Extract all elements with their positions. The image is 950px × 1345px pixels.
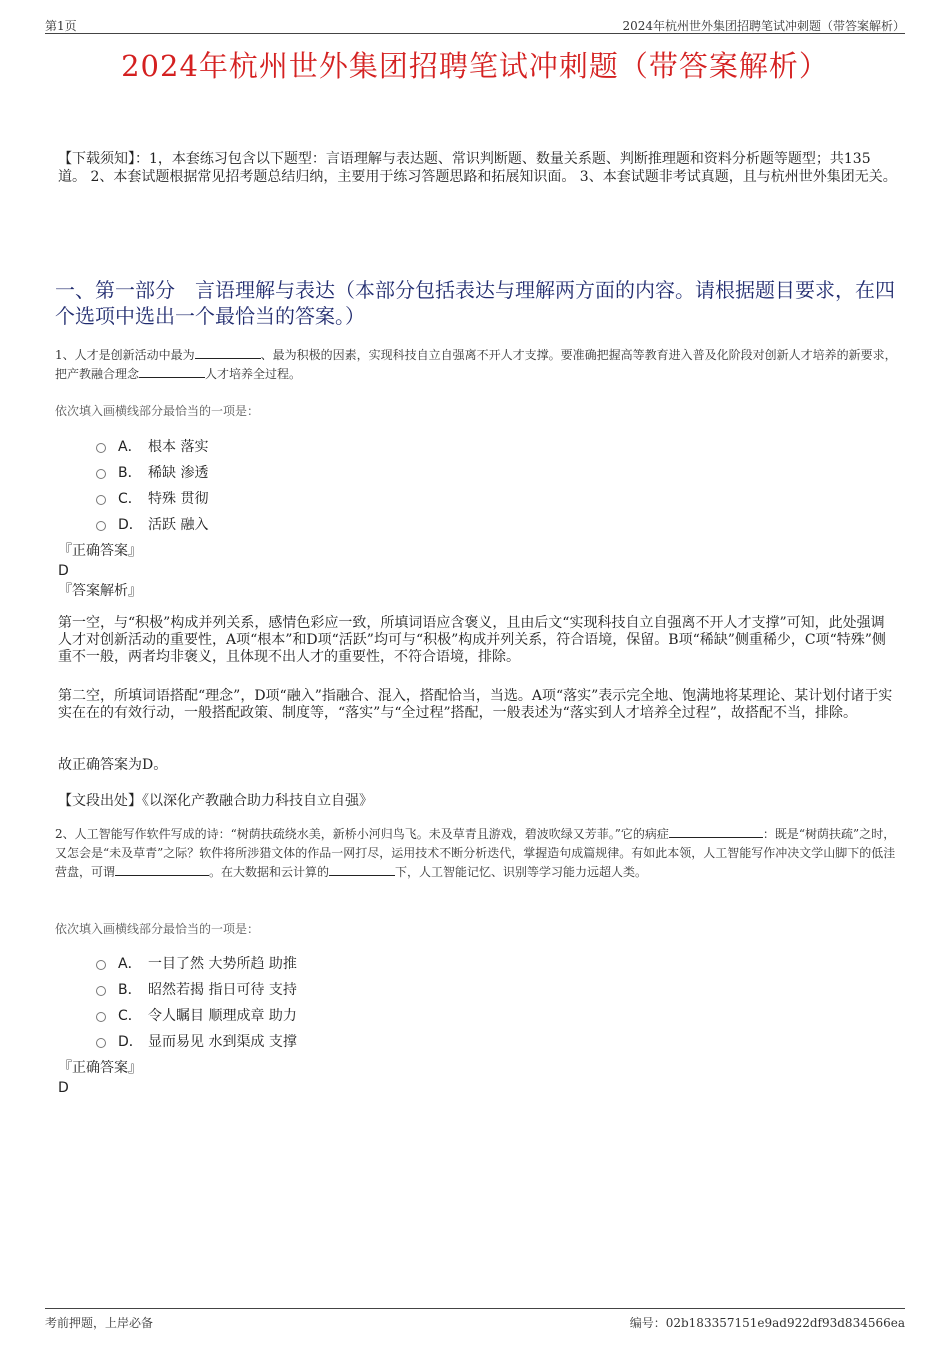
q1-blank-2: [139, 365, 205, 378]
q2-option-c[interactable]: C． 令人瞩目 顺理成章 助力: [96, 1002, 297, 1028]
q2-answer-block: [58, 1058, 142, 1098]
q2-option-a[interactable]: A． 一目了然 大势所趋 助推: [96, 950, 297, 976]
q2-option-d[interactable]: D． 显而易见 水到渠成 支撑: [96, 1028, 297, 1054]
q1-options: [96, 433, 208, 537]
radio-icon[interactable]: [96, 1012, 106, 1022]
header-rule: [45, 33, 905, 34]
q1-analysis-label: 『答案解析』: [58, 583, 142, 599]
radio-icon[interactable]: [96, 1038, 106, 1048]
q2-blank-1: [669, 825, 763, 838]
q1-stem-part-b: 、最为积极的因素，实现科技自立自强离不开人才支撑。要准确把握高等教育进入普及化阶段对创新人才培养的新要求，把产教融合理念: [55, 348, 897, 381]
q2-stem-part-a: 2、人工智能写作软件写成的诗：“树荫扶疏绕水美，新桥小河归鸟飞。未及草青且游戏，碧波吹绿又芳菲。”它的病症: [55, 827, 669, 841]
q1-stem-part-c: 人才培养全过程。: [205, 367, 302, 381]
q1-analysis-paragraph-2: 第二空，所填词语搭配“理念”，D项“融入”指融合、混入，搭配恰当，当选。A项“落实”表示完全地、饱满地将某理论、某计划付诸于实实在在的有效行动，一般搭配政策、制度等，“落实”与“全过程”搭配，一般表述为“落实到人才培养全过程”，故搭配不当，排除。: [58, 688, 893, 721]
q1-blank-1: [195, 346, 261, 359]
radio-icon[interactable]: [96, 443, 106, 453]
q2-option-b[interactable]: B． 昭然若揭 指日可待 支持: [96, 976, 297, 1002]
q1-conclusion: 故正确答案为D。: [58, 757, 168, 773]
q2-answer-label: 『正确答案』: [58, 1060, 142, 1076]
q1-answer-label: 『正确答案』: [58, 543, 142, 559]
question-1-stem: [55, 346, 900, 384]
q1-stem-part-a: 1、人才是创新活动中最为: [55, 348, 195, 362]
radio-icon[interactable]: [96, 469, 106, 479]
header-doc-title: 2024年杭州世外集团招聘笔试冲刺题（带答案解析）: [622, 19, 905, 33]
footer-rule: [45, 1308, 905, 1309]
q1-answer-value: D: [58, 563, 69, 579]
document-title: 2024年杭州世外集团招聘笔试冲刺题（带答案解析）: [121, 49, 829, 83]
q2-stem-part-c: 。在大数据和云计算的: [209, 865, 330, 879]
q1-instruction: 依次填入画横线部分最恰当的一项是：: [55, 404, 260, 418]
footer-serial-number: 编号：02b183357151e9ad922df93d834566ea: [629, 1316, 905, 1330]
radio-icon[interactable]: [96, 521, 106, 531]
q2-answer-value: D: [58, 1080, 69, 1096]
question-2-stem: [55, 825, 900, 882]
q1-analysis-paragraph-1: 第一空，与“积极”构成并列关系，感情色彩应一致，所填词语应含褒义，且由后文“实现科技自立自强离不开人才支撑”可知，此处强调人才对创新活动的重要性，A项“根本”和D项“活跃”均可与“积极”构成并列关系，符合语境，保留。B项“稀缺”侧重稀少，C项“特殊”侧重不一般，两者均非褒义，且体现不出人才的重要性，不符合语境，排除。: [58, 615, 886, 665]
radio-icon[interactable]: [96, 986, 106, 996]
q1-option-d[interactable]: D． 活跃 融入: [96, 511, 208, 537]
q1-source: 【文段出处】《以深化产教融合助力科技自立自强》: [58, 793, 373, 809]
q2-options: [96, 950, 297, 1054]
radio-icon[interactable]: [96, 960, 106, 970]
q1-option-a[interactable]: A． 根本 落实: [96, 433, 208, 459]
q2-instruction: 依次填入画横线部分最恰当的一项是：: [55, 922, 260, 936]
q2-blank-3: [329, 863, 395, 876]
header-page-number: 第1页: [45, 19, 77, 33]
q2-blank-2: [115, 863, 209, 876]
download-notice: 【下载须知】：1，本套练习包含以下题型：言语理解与表达题、常识判断题、数量关系题、判断推理题和资料分析题等题型；共135道。 2、本套试题根据常见招考题总结归纳，主要用于练习答题思路和拓展知识面。 3、本套试题非考试真题，且与杭州世外集团无关。: [58, 151, 897, 185]
q2-stem-part-d: 下，人工智能记忆、识别等学习能力远超人类。: [395, 865, 648, 879]
radio-icon[interactable]: [96, 495, 106, 505]
footer-slogan: 考前押题，上岸必备: [45, 1316, 154, 1330]
q2-stem-part-b: ：既是“树荫扶疏”之时，又怎会是“未及草青”之际？软件将所涉猎文体的作品一网打尽，运用技术不断分析迭代，掌握造句成篇规律。有如此本领，人工智能写作冲决文学山脚下的低洼营盘，可谓: [55, 827, 896, 879]
q1-option-b[interactable]: B． 稀缺 渗透: [96, 459, 208, 485]
q1-option-c[interactable]: C． 特殊 贯彻: [96, 485, 208, 511]
q1-answer-block: [58, 541, 142, 601]
section-heading: 一、第一部分 言语理解与表达（本部分包括表达与理解两方面的内容。请根据题目要求，在四个选项中选出一个最恰当的答案。）: [55, 278, 895, 328]
